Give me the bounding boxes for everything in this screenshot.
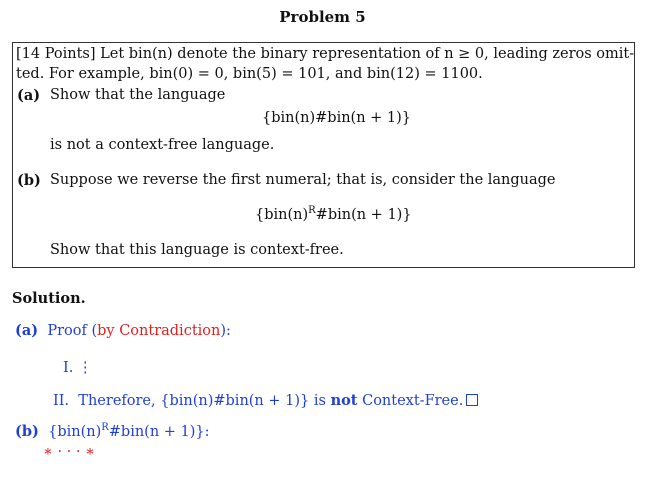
solution-part-b: (b) $\{bin(n)^R\#bin(n + 1)\}$: xyxy=(15,422,210,440)
solution-b-placeholder: ∗ · · · ∗ xyxy=(43,444,95,460)
part-b-text2: Show that this language is context-free. xyxy=(50,242,344,258)
part-b-label: (b) xyxy=(17,172,41,189)
part-b-text: Suppose we reverse the first numeral; that is, consider the language xyxy=(50,172,556,188)
part-b-formula: $\{bin(n)^R\#bin(n + 1)\}$ xyxy=(255,205,412,223)
part-a-formula: {bin(n)#bin(n + 1)} xyxy=(262,110,412,126)
proof-step-2: II. Therefore, {bin(n)#bin(n + 1)} is not Context-Free. xyxy=(53,392,478,409)
problem-intro-line1: [14 Points] Let bin(n) denote the binary representation of n ≥ 0, leading zeros omit- xyxy=(16,46,635,62)
solution-heading: Solution. xyxy=(12,290,86,307)
problem-title: Problem 5 xyxy=(279,8,366,26)
part-a-text: Show that the language xyxy=(50,87,226,103)
qed-box-icon xyxy=(466,394,478,406)
part-a-text2: is not a context-free language. xyxy=(50,137,275,153)
solution-part-a: (a) Proof (by Contradiction): xyxy=(15,322,231,339)
part-a-label: (a) xyxy=(17,87,41,104)
proof-step-1: I. ⋮ xyxy=(63,360,93,376)
problem-intro-line2: ted. For example, bin(0) = 0, bin(5) = 101, and bin(12) = 1100. xyxy=(16,66,483,82)
